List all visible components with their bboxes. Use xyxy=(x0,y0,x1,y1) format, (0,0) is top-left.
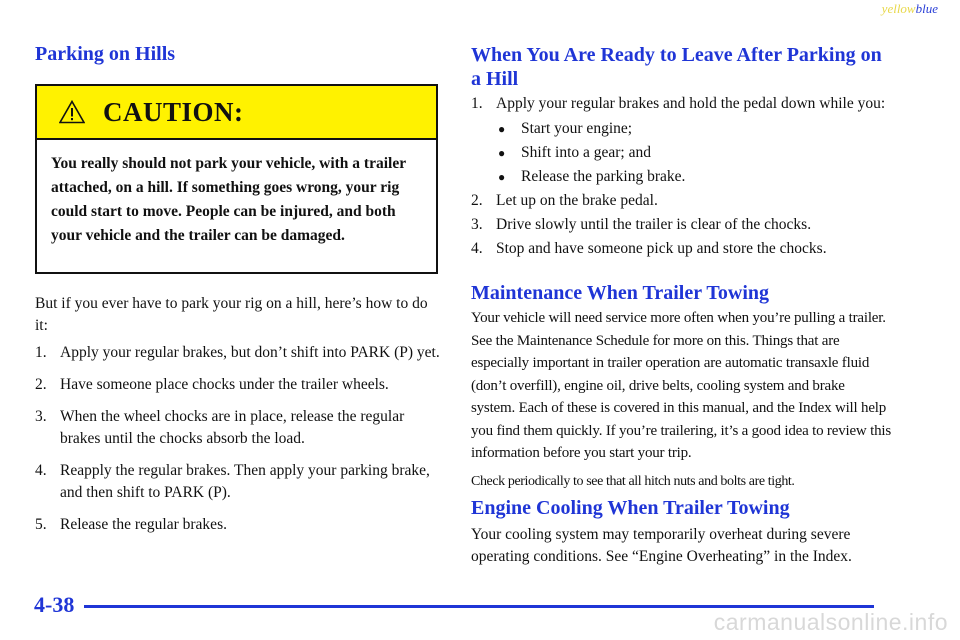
list-item xyxy=(35,374,440,396)
maintenance-text: Your vehicle will need service more often when you’re pulling a trailer. See the Maintenance Schedule for more on this. Things that are especially important in trailer operation are automatic transaxle fluid (don’t overfill), engine oil, drive belts, cooling system and brake system. Each of these is covered in this manual, and the Index will help you find them quickly. If you’re trailering, it’s a good idea to review this information before you start your trip. xyxy=(471,310,891,461)
list-item xyxy=(471,238,891,260)
step-text: Release the regular brakes. xyxy=(60,516,227,533)
step-number: 5. xyxy=(35,516,47,533)
caution-text: You really should not park your vehicle, with a trailer attached, on a hill. If something goes wrong, your rig could start to move. People can be injured, and both your vehicle and the trailer can be damaged. xyxy=(51,155,406,244)
step-text: Apply your regular brakes and hold the pedal down while you: xyxy=(496,95,886,112)
step-number: 3. xyxy=(471,216,483,233)
parking-on-hills-title: Parking on Hills xyxy=(35,43,176,65)
step-text: When the wheel chocks are in place, release the regular brakes until the chocks absorb the load. xyxy=(60,408,405,447)
page-number: 4-38 xyxy=(34,592,75,617)
footer-divider xyxy=(84,605,874,608)
engine-cooling-text: Your cooling system may temporarily overheat during severe operating conditions. See “Engine Overheating” in the Index. xyxy=(471,526,852,565)
list-item xyxy=(471,190,891,212)
caution-title: CAUTION: xyxy=(103,96,244,127)
leave-steps xyxy=(471,93,891,260)
warning-triangle-icon xyxy=(59,100,85,124)
step-text: Apply your regular brakes, but don’t shift into PARK (P) yet. xyxy=(60,344,440,361)
step-number: 3. xyxy=(35,408,47,425)
caution-box xyxy=(35,84,438,274)
parking-intro: But if you ever have to park your rig on a hill, here’s how to do it: xyxy=(35,295,428,334)
list-item xyxy=(35,514,440,536)
list-item xyxy=(35,460,440,504)
list-item xyxy=(471,214,891,236)
bullet-item: ● Start your engine; xyxy=(496,118,891,140)
list-item xyxy=(35,342,440,364)
list-item xyxy=(471,93,891,188)
engine-cooling-title: Engine Cooling When Trailer Towing xyxy=(471,497,790,519)
bullet-list xyxy=(496,118,891,188)
bullet-item: ● Shift into a gear; and xyxy=(496,142,891,164)
step-number: 4. xyxy=(35,462,47,479)
step-number: 2. xyxy=(471,192,483,209)
step-text: Have someone place chocks under the trailer wheels. xyxy=(60,376,389,393)
color-tag-yellow: yellow xyxy=(881,1,916,16)
step-number: 4. xyxy=(471,240,483,257)
step-number: 2. xyxy=(35,376,47,393)
step-number: 1. xyxy=(35,344,47,361)
leave-after-parking-title: When You Are Ready to Leave After Parking on a Hill xyxy=(471,44,882,90)
watermark: carmanualsonline.info xyxy=(713,609,948,635)
step-text: Let up on the brake pedal. xyxy=(496,192,658,209)
maintenance-title: Maintenance When Trailer Towing xyxy=(471,282,769,304)
list-item xyxy=(35,406,440,450)
maintenance-note: Check periodically to see that all hitch nuts and bolts are tight. xyxy=(471,474,795,489)
color-tag xyxy=(882,1,938,17)
parking-steps xyxy=(35,342,440,536)
step-text: Drive slowly until the trailer is clear of the chocks. xyxy=(496,216,812,233)
caution-header xyxy=(37,86,436,140)
step-text: Reapply the regular brakes. Then apply your parking brake, and then shift to PARK (P). xyxy=(60,462,430,501)
step-text: Stop and have someone pick up and store the chocks. xyxy=(496,240,827,257)
step-number: 1. xyxy=(471,95,483,112)
color-tag-blue: blue xyxy=(915,1,938,16)
bullet-item: ● Release the parking brake. xyxy=(496,166,891,188)
